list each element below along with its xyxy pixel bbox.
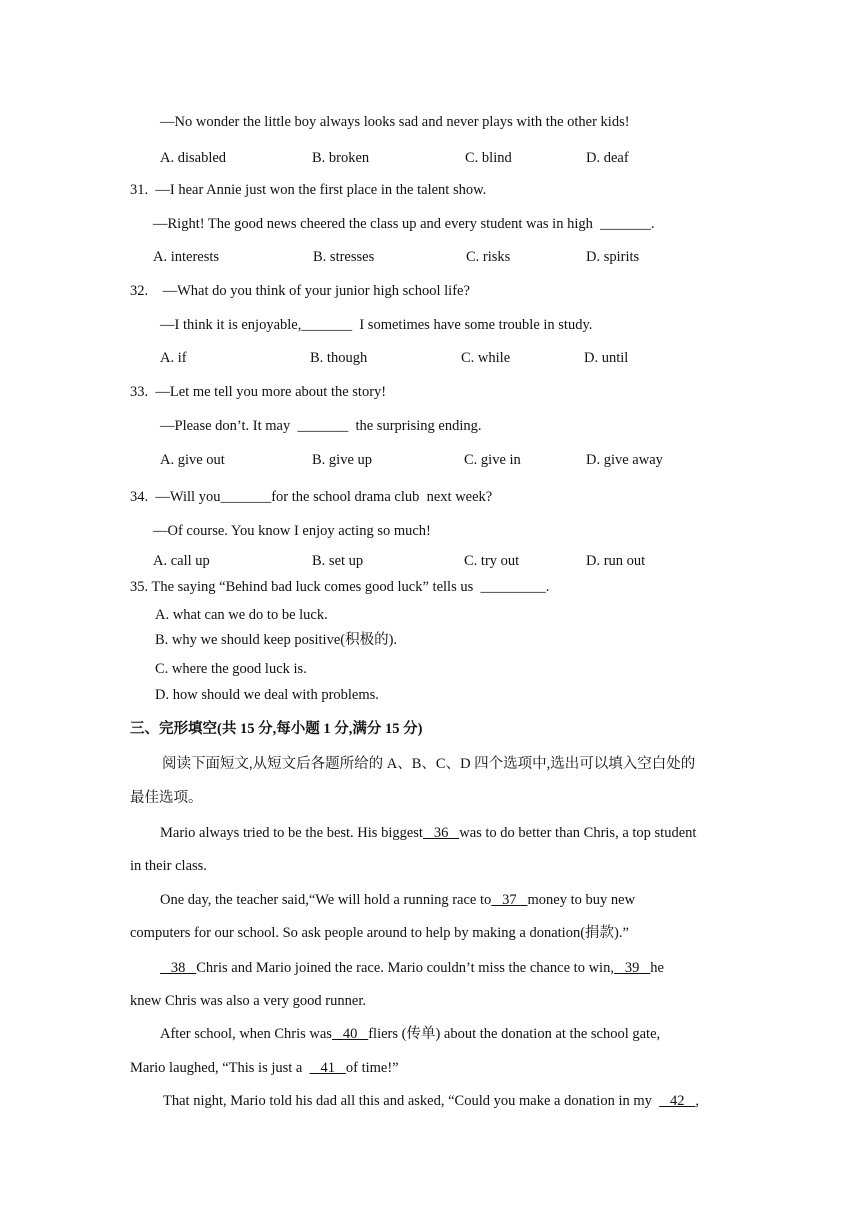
section-instructions-line1: 阅读下面短文,从短文后各题所给的 A、B、C、D 四个选项中,选出可以填入空白处的 (162, 756, 696, 772)
blank-41[interactable]: 41 (309, 1060, 346, 1076)
passage-text: That night, Mario told his dad all this and asked, “Could you make a donation in my (163, 1093, 660, 1109)
q30-option-b: B. broken (312, 150, 370, 166)
passage-text: was to do better than Chris, a top student (459, 825, 697, 841)
passage-line-1 (160, 823, 696, 843)
q33-reply: —Please don’t. It may _______ the surprising ending. (160, 418, 482, 434)
q31-option-c: C. risks (466, 249, 511, 265)
q35-option-c: C. where the good luck is. (155, 661, 307, 677)
q34-option-d: D. run out (586, 553, 646, 569)
blank-40[interactable]: 40 (331, 1026, 369, 1042)
q32-question: 32. —What do you think of your junior high school life? (130, 283, 470, 299)
q35-option-b: B. why we should keep positive(积极的). (155, 632, 398, 648)
blank-39[interactable]: 39 (613, 960, 651, 976)
q35-question: 35. The saying “Behind bad luck comes good luck” tells us _________. (130, 579, 550, 595)
passage-text: he (650, 960, 664, 976)
passage-line-6: knew Chris was also a very good runner. (130, 993, 366, 1009)
passage-line-3 (160, 890, 635, 910)
blank-42[interactable]: 42 (659, 1093, 696, 1109)
q31-reply: —Right! The good news cheered the class up and every student was in high _______. (153, 216, 655, 232)
passage-text: Mario always tried to be the best. His biggest (160, 825, 423, 841)
q32-option-a: A. if (160, 350, 187, 366)
blank-38[interactable]: 38 (160, 960, 197, 976)
q31-option-a: A. interests (153, 249, 220, 265)
q30-option-d: D. deaf (586, 150, 629, 166)
q34-reply: —Of course. You know I enjoy acting so much! (153, 523, 431, 539)
passage-line-7 (160, 1024, 660, 1044)
q34-question: 34. —Will you_______for the school drama club next week? (130, 489, 493, 505)
passage-text: fliers (传单) about the donation at the school gate, (368, 1026, 661, 1042)
passage-text: After school, when Chris was (160, 1026, 332, 1042)
q31-question: 31. —I hear Annie just won the first place in the talent show. (130, 182, 487, 198)
section-heading: 三、完形填空(共 15 分,每小题 1 分,满分 15 分) (130, 721, 423, 737)
q34-option-b: B. set up (312, 553, 364, 569)
q30-reply: —No wonder the little boy always looks sad and never plays with the other kids! (160, 114, 630, 130)
q30-option-a: A. disabled (160, 150, 227, 166)
q34-option-a: A. call up (153, 553, 210, 569)
q31-option-b: B. stresses (313, 249, 375, 265)
q33-option-d: D. give away (586, 452, 663, 468)
passage-line-5 (160, 958, 664, 978)
passage-line-8 (130, 1058, 399, 1078)
passage-line-9 (163, 1091, 699, 1111)
q33-option-b: B. give up (312, 452, 373, 468)
passage-text: of time!” (345, 1060, 399, 1076)
q33-option-c: C. give in (464, 452, 521, 468)
passage-text: , (695, 1093, 700, 1109)
passage-text: money to buy new (527, 892, 636, 908)
passage-text: Mario laughed, “This is just a (130, 1060, 310, 1076)
q32-option-c: C. while (461, 350, 511, 366)
q30-option-c: C. blind (465, 150, 512, 166)
passage-line-4: computers for our school. So ask people around to help by making a donation(捐款).” (130, 925, 629, 941)
q33-option-a: A. give out (160, 452, 225, 468)
q31-option-d: D. spirits (586, 249, 640, 265)
q32-reply: —I think it is enjoyable,_______ I sometimes have some trouble in study. (160, 317, 593, 333)
blank-37[interactable]: 37 (491, 892, 528, 908)
section-instructions-line2: 最佳选项。 (130, 790, 203, 806)
q32-option-b: B. though (310, 350, 368, 366)
q34-option-c: C. try out (464, 553, 520, 569)
q35-option-d: D. how should we deal with problems. (155, 687, 379, 703)
q33-question: 33. —Let me tell you more about the story! (130, 384, 387, 400)
blank-36[interactable]: 36 (422, 825, 460, 841)
passage-line-2: in their class. (130, 858, 207, 874)
q32-option-d: D. until (584, 350, 629, 366)
passage-text: Chris and Mario joined the race. Mario couldn’t miss the chance to win, (196, 960, 614, 976)
q35-option-a: A. what can we do to be luck. (155, 607, 328, 623)
passage-text: One day, the teacher said,“We will hold a running race to (160, 892, 492, 908)
